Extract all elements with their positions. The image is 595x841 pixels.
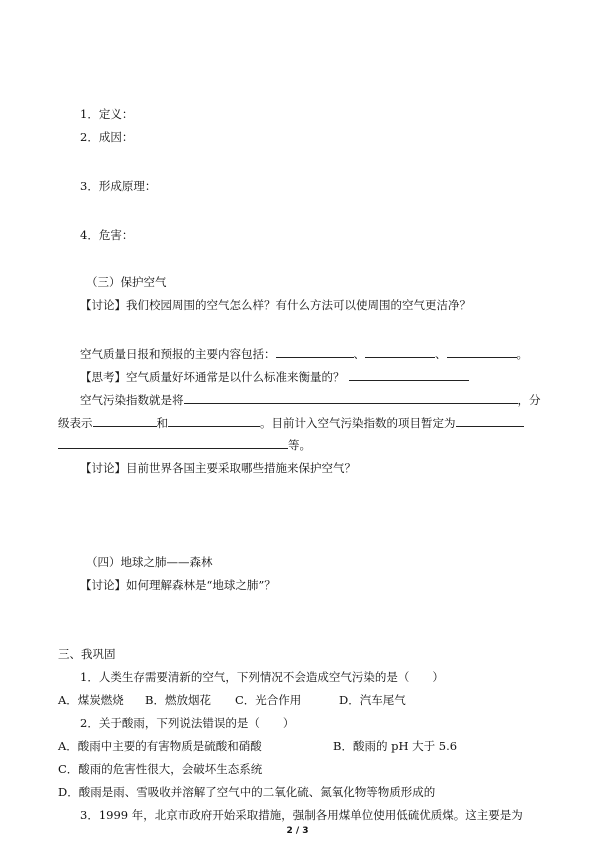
question-3: 3．1999 年，北京市政府开始采取措施，强制各用煤单位使用低硫优质煤。这主要是为 bbox=[80, 808, 523, 822]
grade-blank-1[interactable] bbox=[93, 415, 157, 427]
think-blank[interactable] bbox=[349, 369, 469, 381]
report-blank-3[interactable] bbox=[447, 346, 517, 358]
grade-line bbox=[58, 415, 524, 431]
discussion-campus-air: 【讨论】我们校园周围的空气怎么样？有什么方法可以使周围的空气更洁净？ bbox=[80, 298, 471, 312]
air-quality-report-line bbox=[80, 346, 528, 362]
page-number: 2 / 3 bbox=[286, 826, 309, 836]
grade-and: 和 bbox=[156, 416, 168, 430]
report-blank-2[interactable] bbox=[365, 346, 435, 358]
q2-option-d[interactable]: D．酸雨是雨、雪吸收并溶解了空气中的二氧化硫、氮氧化物等物质形成的 bbox=[58, 785, 436, 799]
report-end: 。 bbox=[516, 347, 528, 361]
project-blank-2[interactable] bbox=[58, 437, 288, 449]
index-prefix: 空气污染指数就是将 bbox=[80, 393, 184, 407]
q1-option-a[interactable]: A．煤炭燃烧 bbox=[58, 693, 124, 707]
think-question: 【思考】空气质量好坏通常是以什么标准来衡量的？ bbox=[80, 370, 345, 384]
index-blank[interactable] bbox=[184, 392, 518, 404]
harm-item: 4．危害： bbox=[80, 228, 134, 242]
definition-item: 1．定义： bbox=[80, 107, 134, 121]
discussion-forest-lung: 【讨论】如何理解森林是“地球之肺”？ bbox=[80, 578, 276, 592]
discussion-world-measures: 【讨论】目前世界各国主要采取哪些措施来保护空气？ bbox=[80, 461, 356, 475]
think-line bbox=[80, 369, 469, 385]
cause-item: 2．成因： bbox=[80, 130, 134, 144]
grade-blank-2[interactable] bbox=[168, 415, 260, 427]
pollution-index-line bbox=[80, 392, 541, 408]
report-prefix: 空气质量日报和预报的主要内容包括： bbox=[80, 347, 276, 361]
q1-option-c[interactable]: C．光合作用 bbox=[235, 693, 302, 707]
q2-option-c[interactable]: C．酸雨的危害性很大，会破坏生态系统 bbox=[58, 762, 263, 776]
principle-item: 3．形成原理： bbox=[80, 179, 157, 193]
q1-option-b[interactable]: B．燃放烟花 bbox=[145, 693, 211, 707]
q2-option-a[interactable]: A．酸雨中主要的有害物质是硫酸和硝酸 bbox=[58, 739, 262, 753]
grade-suffix: 。目前计入空气污染指数的项目暂定为 bbox=[260, 416, 456, 430]
question-2: 2．关于酸雨，下列说法错误的是（ ） bbox=[80, 716, 295, 730]
forest-heading: （四）地球之肺——森林 bbox=[86, 555, 213, 569]
report-blank-1[interactable] bbox=[276, 346, 354, 358]
report-sep-2: 、 bbox=[435, 347, 447, 361]
q1-option-d[interactable]: D．汽车尾气 bbox=[339, 693, 406, 707]
index-after: ，分 bbox=[517, 393, 541, 407]
project-blank-1[interactable] bbox=[456, 415, 524, 427]
grade-prefix: 级表示 bbox=[58, 416, 93, 430]
etc-line bbox=[58, 437, 311, 453]
protect-air-heading: （三）保护空气 bbox=[86, 275, 167, 289]
consolidate-heading: 三、我巩固 bbox=[58, 647, 116, 661]
etc-text: 等。 bbox=[288, 438, 311, 452]
question-1: 1．人类生存需要清新的空气，下列情况不会造成空气污染的是（ ） bbox=[80, 670, 444, 684]
q2-option-b[interactable]: B．酸雨的 pH 大于 5.6 bbox=[333, 739, 458, 753]
report-sep-1: 、 bbox=[353, 347, 365, 361]
